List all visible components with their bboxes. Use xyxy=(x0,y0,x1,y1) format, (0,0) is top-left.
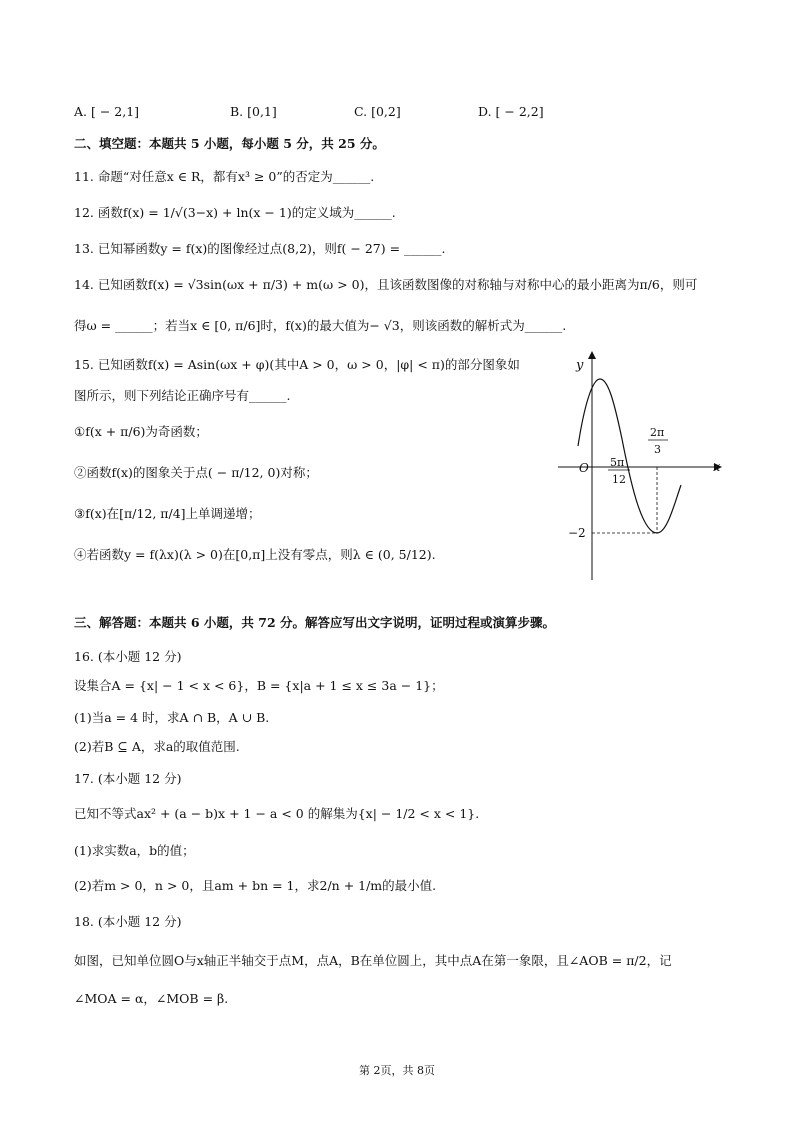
sine-curve xyxy=(578,379,681,533)
question-16-header: 16. (本小题 12 分) xyxy=(74,649,182,664)
question-16-line-1: 设集合A = {x| − 1 < x < 6}，B = {x|a + 1 ≤ x ≤ 3a − 1}； xyxy=(74,678,444,693)
question-17-line-2: (1)求实数a，b的值； xyxy=(74,843,195,858)
question-18-line-2: ∠MOA = α，∠MOB = β. xyxy=(74,991,229,1006)
option-c: C. [0,2] xyxy=(354,104,401,119)
question-15-choice-2: ②函数f(x)的图象关于点( − π/12, 0)对称； xyxy=(74,465,318,480)
tick-2pi-numerator: 2π xyxy=(650,426,665,439)
question-12: 12. 函数f(x) = 1/√(3−x) + ln(x − 1)的定义域为______. xyxy=(74,205,396,220)
tick-5pi-numerator: 5π xyxy=(610,456,625,469)
question-16-line-2: (1)当a = 4 时，求A ∩ B，A ∪ B. xyxy=(74,710,270,725)
sine-graph-figure xyxy=(548,345,728,585)
question-15-choice-4: ④若函数y = f(λx)(λ > 0)在[0,π]上没有零点，则λ ∈ (0, 5/12). xyxy=(74,547,436,562)
question-15-choice-3: ③f(x)在[π/12, π/4]上单调递增； xyxy=(74,506,261,521)
question-16-line-3: (2)若B ⊆ A，求a的取值范围. xyxy=(74,739,240,754)
question-18-header: 18. (本小题 12 分) xyxy=(74,914,182,929)
question-15-line-2: 图所示，则下列结论正确序号有______. xyxy=(74,388,291,403)
option-a: A. [ − 2,1] xyxy=(74,104,140,119)
answer-options xyxy=(74,104,594,122)
x-axis-label: x xyxy=(713,460,721,475)
section-2-heading: 二、填空题：本题共 5 小题，每小题 5 分，共 25 分。 xyxy=(74,136,385,151)
y-axis-label: y xyxy=(576,358,584,373)
origin-label: O xyxy=(579,461,589,475)
question-17-line-1: 已知不等式ax² + (a − b)x + 1 − a < 0 的解集为{x| − 1/2 < x < 1}. xyxy=(74,806,480,821)
question-18-line-1: 如图，已知单位圆O与x轴正半轴交于点M，点A，B在单位圆上，其中点A在第一象限，且∠AOB = π/2，记 xyxy=(74,953,672,968)
question-15-choice-1: ①f(x + π/6)为奇函数； xyxy=(74,424,208,439)
question-17-line-3: (2)若m > 0，n > 0，且am + bn = 1，求2/n + 1/m的最小值. xyxy=(74,878,437,893)
option-d: D. [ − 2,2] xyxy=(478,104,544,119)
question-17-header: 17. (本小题 12 分) xyxy=(74,771,182,786)
section-3-heading: 三、解答题：本题共 6 小题，共 72 分。解答应写出文字说明，证明过程或演算步骤。 xyxy=(74,615,556,630)
question-14-line-1: 14. 已知函数f(x) = √3sin(ωx + π/3) + m(ω > 0)，且该函数图像的对称轴与对称中心的最小距离为π/6，则可 xyxy=(74,277,698,292)
question-14-line-2: 得ω = ______；若当x ∈ [0, π/6]时，f(x)的最大值为− √3，则该函数的解析式为______. xyxy=(74,318,567,333)
tick-5pi-denominator: 12 xyxy=(612,473,626,486)
question-11: 11. 命题“对任意x ∈ R，都有x³ ≥ 0”的否定为______. xyxy=(74,169,375,184)
tick-2pi-denominator: 3 xyxy=(654,443,661,456)
page-footer: 第 2页，共 8页 xyxy=(359,1064,435,1077)
question-15-line-1: 15. 已知函数f(x) = Asin(ωx + φ)(其中A > 0，ω > 0，|φ| < π)的部分图象如 xyxy=(74,357,520,372)
min-value-label: −2 xyxy=(568,526,586,540)
question-13: 13. 已知幂函数y = f(x)的图像经过点(8,2)，则f( − 27) = ______. xyxy=(74,241,446,256)
option-b: B. [0,1] xyxy=(230,104,277,119)
